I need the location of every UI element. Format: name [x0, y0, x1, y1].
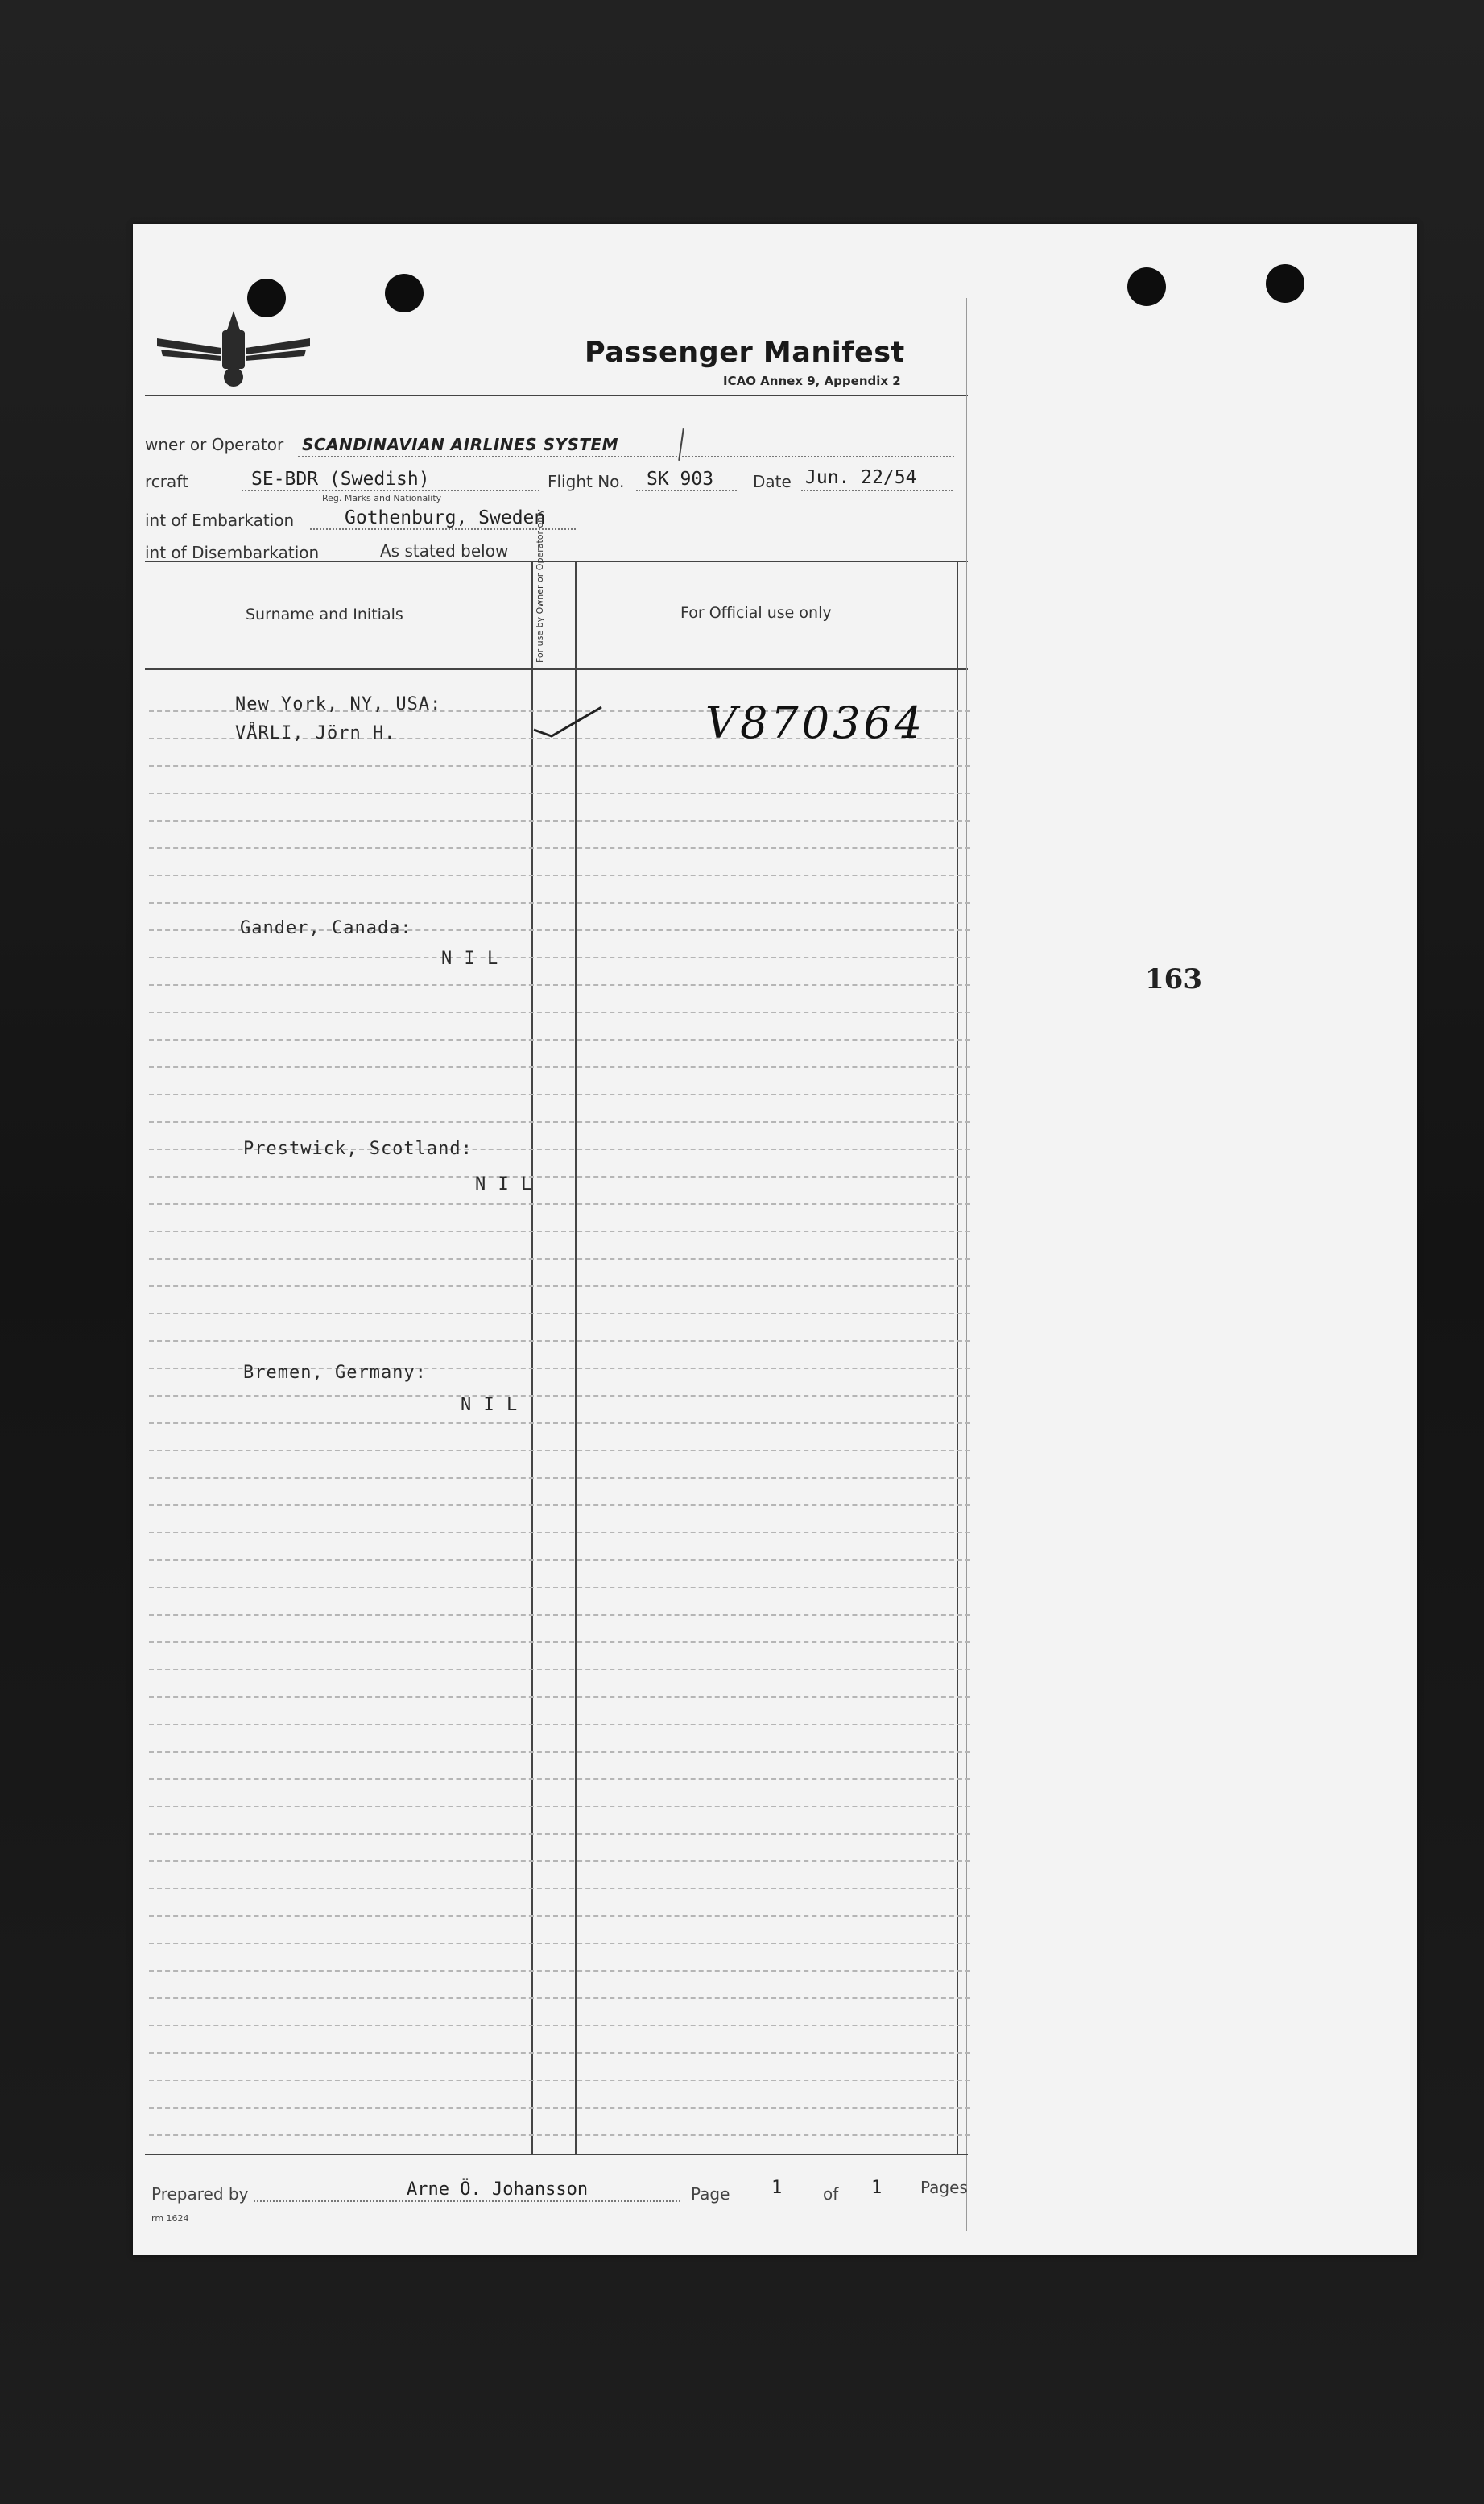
- ruled-line: [149, 875, 970, 876]
- ruled-line: [149, 1970, 970, 1972]
- ruled-line: [149, 1231, 970, 1232]
- stop-gander: Gander, Canada:: [240, 918, 412, 938]
- punch-hole: [1266, 264, 1304, 303]
- ruled-line: [149, 1422, 970, 1424]
- ruled-line: [149, 1641, 970, 1643]
- disembarkation-label: int of Disembarkation: [145, 543, 320, 562]
- checkmark-icon: [527, 701, 608, 741]
- ruled-line: [149, 820, 970, 822]
- table-top-rule: [145, 561, 968, 562]
- ruled-line: [149, 1340, 970, 1342]
- date-line: [801, 490, 953, 491]
- embarkation-label: int of Embarkation: [145, 511, 295, 530]
- aircraft-label: rcraft: [145, 472, 188, 491]
- ruled-line: [149, 1258, 970, 1260]
- prepared-by-label: Prepared by: [151, 2184, 249, 2204]
- punch-hole: [1127, 267, 1166, 306]
- form-subtitle: ICAO Annex 9, Appendix 2: [723, 374, 901, 388]
- ruled-line: [149, 765, 970, 767]
- table-header-rule: [145, 668, 968, 670]
- ruled-line: [149, 2025, 970, 2026]
- ruled-line: [149, 2107, 970, 2109]
- ruled-line: [149, 1012, 970, 1013]
- aircraft-sublabel: Reg. Marks and Nationality: [322, 493, 442, 503]
- surname-column-header: Surname and Initials: [246, 606, 403, 623]
- ruled-line: [149, 1039, 970, 1041]
- ruled-line: [149, 1395, 970, 1397]
- prestwick-nil: N I L: [475, 1174, 533, 1194]
- header-divider: [145, 395, 968, 396]
- stop-new-york: New York, NY, USA:: [235, 694, 442, 714]
- ruled-line: [149, 1203, 970, 1205]
- official-handwritten-code: V870364: [705, 697, 926, 748]
- ruled-line: [149, 2052, 970, 2054]
- ruled-line: [149, 1860, 970, 1862]
- stop-bremen: Bremen, Germany:: [243, 1363, 427, 1383]
- pages-label: Pages: [920, 2178, 968, 2197]
- owner-label: wner or Operator: [145, 435, 284, 454]
- operator-column-header: For use by Owner or Operator only: [535, 509, 545, 663]
- airline-logo: [153, 306, 314, 395]
- owner-value: SCANDINAVIAN AIRLINES SYSTEM: [302, 435, 619, 454]
- ruled-line: [149, 2134, 970, 2136]
- embarkation-value: Gothenburg, Sweden: [345, 507, 546, 528]
- prepared-by-value: Arne Ö. Johansson: [407, 2179, 589, 2200]
- ruled-line: [149, 984, 970, 986]
- ruled-line: [149, 1285, 970, 1287]
- date-label: Date: [753, 472, 792, 491]
- footer-rule: [145, 2154, 968, 2155]
- ruled-line: [149, 1696, 970, 1698]
- flight-label: Flight No.: [548, 472, 625, 491]
- ruled-line: [149, 1587, 970, 1588]
- ruled-line: [149, 1833, 970, 1835]
- ruled-line: [149, 957, 970, 958]
- margin-page-number: 163: [1145, 963, 1202, 995]
- gander-nil: N I L: [441, 949, 499, 969]
- ruled-line: [149, 1888, 970, 1889]
- stop-prestwick: Prestwick, Scotland:: [243, 1139, 473, 1159]
- ruled-line: [149, 1997, 970, 1999]
- ruled-line: [149, 1751, 970, 1753]
- ruled-line: [149, 1066, 970, 1068]
- ruled-line: [149, 1532, 970, 1533]
- of-label: of: [823, 2184, 839, 2204]
- ruled-line: [149, 1121, 970, 1123]
- official-column-header: For Official use only: [680, 604, 832, 622]
- form-title: Passenger Manifest: [585, 337, 905, 369]
- date-value: Jun. 22/54: [805, 467, 917, 488]
- ruled-line: [149, 1778, 970, 1780]
- ruled-line: [149, 793, 970, 794]
- owner-line: [298, 456, 954, 457]
- disembarkation-value: As stated below: [380, 541, 509, 561]
- punch-hole: [385, 274, 424, 312]
- bremen-nil: N I L: [461, 1395, 519, 1415]
- aircraft-value: SE-BDR (Swedish): [251, 469, 430, 490]
- ruled-line: [149, 1559, 970, 1561]
- ruled-line: [149, 1504, 970, 1506]
- flight-value: SK 903: [647, 469, 714, 490]
- ruled-line: [149, 2080, 970, 2081]
- page-value: 1: [771, 2178, 783, 2198]
- page-label: Page: [691, 2184, 730, 2204]
- form-code: rm 1624: [151, 2213, 189, 2224]
- ruled-line: [149, 847, 970, 849]
- ruled-line: [149, 1450, 970, 1451]
- sheet-edge: [966, 298, 967, 2231]
- ruled-line: [149, 1669, 970, 1670]
- ruled-line: [149, 1915, 970, 1917]
- ruled-line: [149, 1724, 970, 1725]
- ruled-line: [149, 1943, 970, 1944]
- passenger-name: VÅRLI, Jörn H.: [235, 723, 396, 743]
- prepared-by-line: [254, 2200, 680, 2202]
- ruled-line: [149, 1176, 970, 1178]
- flight-line: [636, 490, 737, 491]
- ruled-line: [149, 1477, 970, 1479]
- aircraft-line: [242, 490, 539, 491]
- ruled-line: [149, 1094, 970, 1095]
- ruled-line: [149, 1806, 970, 1807]
- of-value: 1: [871, 2178, 883, 2198]
- ruled-line: [149, 1614, 970, 1616]
- ruled-line: [149, 1313, 970, 1314]
- ruled-line: [149, 902, 970, 904]
